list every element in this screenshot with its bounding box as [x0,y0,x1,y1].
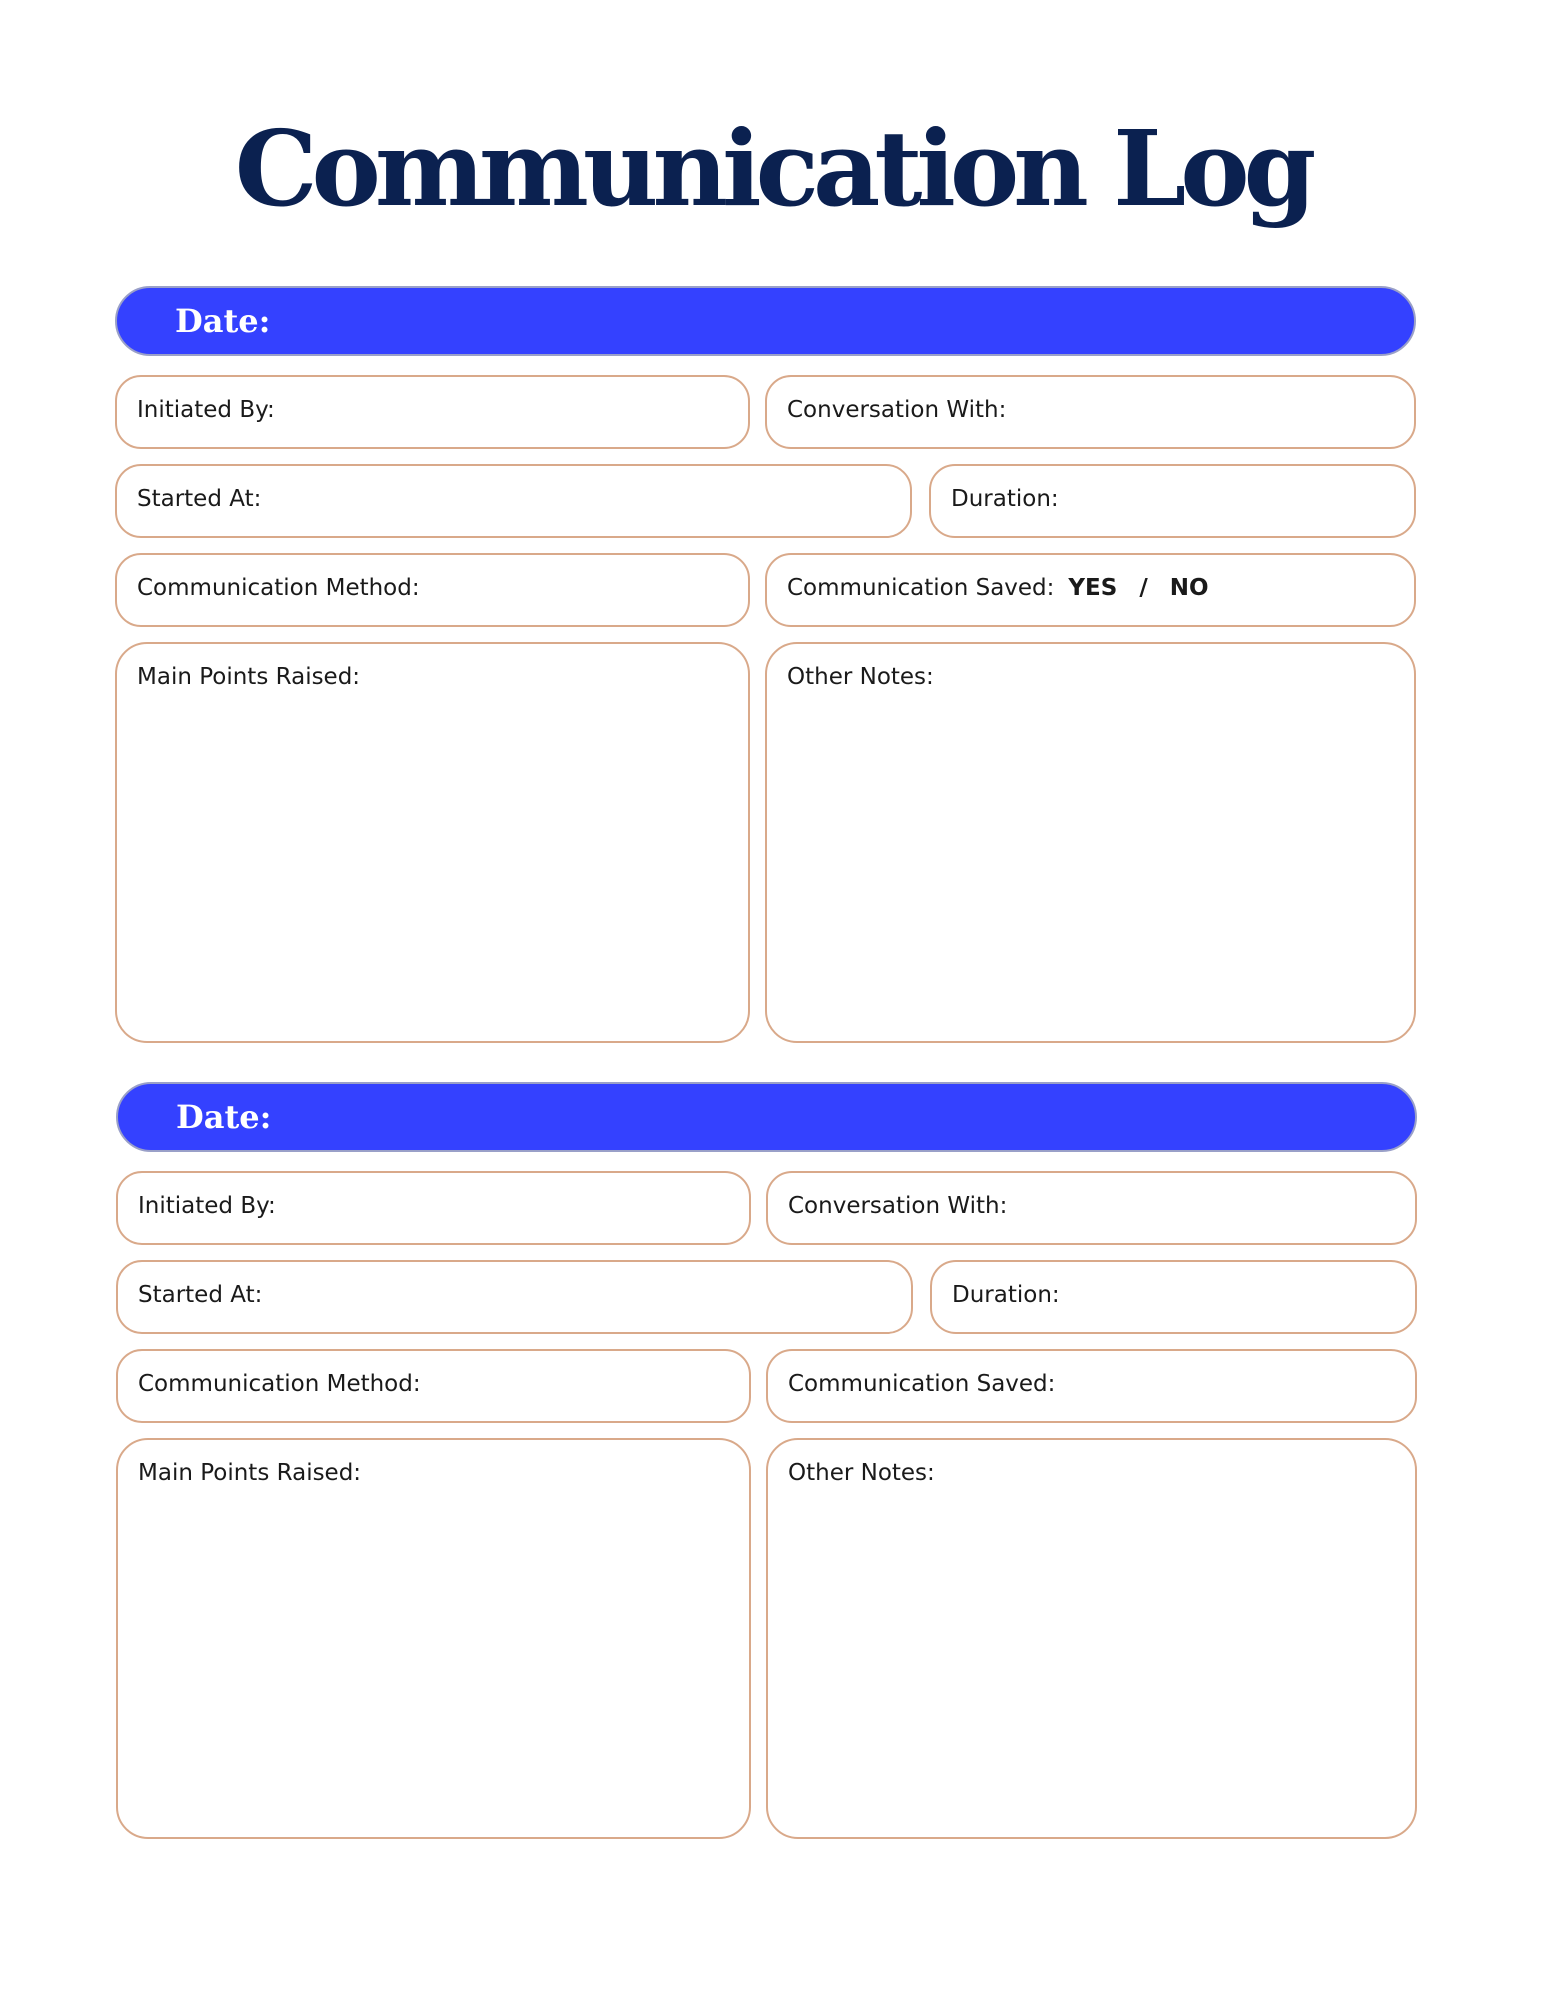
started-at-label: Started At: [137,486,262,512]
started-at-field[interactable] [116,1260,913,1334]
initiated-by-field[interactable] [115,375,750,449]
communication-method-label: Communication Method: [138,1371,421,1397]
duration-label: Duration: [951,486,1059,512]
started-at-label: Started At: [138,1282,263,1308]
communication-saved-label: Communication Saved: [788,1371,1056,1397]
conversation-with-field[interactable] [766,1171,1417,1245]
other-notes-field[interactable] [766,1438,1417,1839]
other-notes-label: Other Notes: [788,1460,935,1486]
initiated-by-label: Initiated By: [138,1193,276,1219]
duration-label: Duration: [952,1282,1060,1308]
started-at-field[interactable] [115,464,912,538]
initiated-by-field[interactable] [116,1171,751,1245]
communication-method-field[interactable] [115,553,750,627]
date-bar[interactable] [115,286,1416,356]
other-notes-label: Other Notes: [787,664,934,690]
main-points-field[interactable] [116,1438,751,1839]
initiated-by-label: Initiated By: [137,397,275,423]
conversation-with-field[interactable] [765,375,1416,449]
no-option[interactable]: NO [1169,575,1209,601]
communication-saved-field[interactable] [765,553,1416,627]
communication-method-label: Communication Method: [137,575,420,601]
other-notes-field[interactable] [765,642,1416,1043]
date-label: Date: [176,1098,272,1136]
main-points-field[interactable] [115,642,750,1043]
duration-field[interactable] [930,1260,1417,1334]
conversation-with-label: Conversation With: [788,1193,1008,1219]
communication-saved-text: Communication Saved: [787,575,1055,601]
date-bar[interactable] [116,1082,1417,1152]
yes-no-separator: / [1139,575,1148,601]
page-title: Communication Log [234,107,1311,230]
duration-field[interactable] [929,464,1416,538]
communication-saved-label [787,575,1209,601]
main-points-label: Main Points Raised: [137,664,361,690]
date-label: Date: [175,302,271,340]
communication-saved-field[interactable] [766,1349,1417,1423]
conversation-with-label: Conversation With: [787,397,1007,423]
communication-method-field[interactable] [116,1349,751,1423]
main-points-label: Main Points Raised: [138,1460,362,1486]
yes-option[interactable]: YES [1068,575,1118,601]
